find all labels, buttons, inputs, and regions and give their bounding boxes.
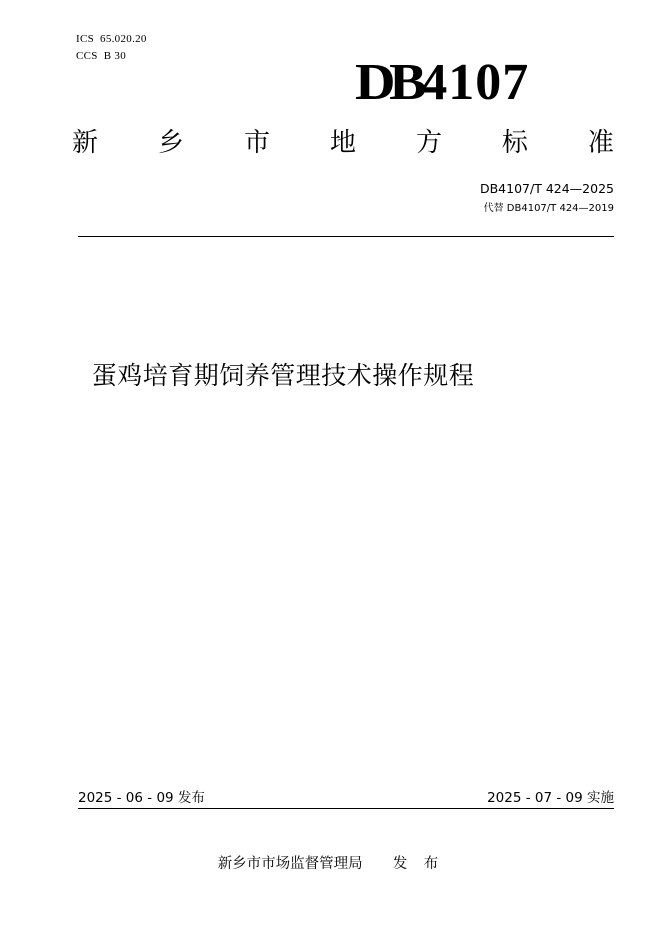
- standard-type-char: 新: [72, 128, 99, 158]
- ccs-code: B 30: [103, 50, 126, 62]
- document-title-text: 蛋鸡培育期饲养管理技术操作规程: [91, 361, 475, 390]
- ics-row: [76, 31, 147, 48]
- issue-date: 2025 - 06 - 09 发布: [78, 790, 205, 806]
- document-title: [0, 358, 662, 394]
- ccs-row: [76, 48, 147, 65]
- standard-type-heading: [72, 125, 614, 161]
- ccs-label: CCS: [76, 50, 98, 62]
- standard-type-char: 市: [243, 128, 270, 158]
- standard-type-char: 方: [415, 128, 442, 158]
- publisher-organization: 新乡市市场监督管理局: [217, 856, 363, 872]
- bottom-divider: [78, 808, 614, 809]
- classification-codes: [76, 31, 147, 65]
- standard-logo: [355, 54, 529, 112]
- standard-type-char: 标: [501, 128, 528, 158]
- standard-type-char: 乡: [157, 128, 184, 158]
- standard-type-char: 地: [329, 128, 356, 158]
- logo-number: 4107: [421, 54, 530, 111]
- implement-date: 2025 - 07 - 09 实施: [487, 790, 614, 806]
- standard-number: DB4107/T 424—2025: [479, 181, 614, 196]
- ics-label: ICS: [76, 33, 95, 45]
- replaces-standard: 代替 DB4107/T 424—2019: [483, 203, 614, 214]
- publisher-line: [0, 853, 662, 875]
- publish-action: 发 布: [392, 856, 445, 872]
- standard-type-char: 准: [587, 128, 614, 158]
- top-divider: [78, 236, 614, 237]
- logo-prefix: DB: [355, 54, 421, 111]
- ics-code: 65.020.20: [100, 33, 147, 45]
